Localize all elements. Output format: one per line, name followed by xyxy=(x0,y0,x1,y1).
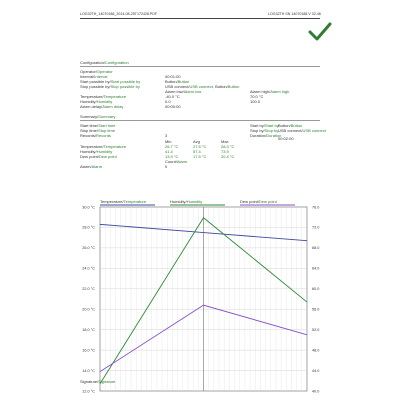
header-left-title: LOG32TH_14070188_2014-08-25T172428.PDF xyxy=(80,12,158,16)
summary-col-avg: Avg xyxy=(193,139,200,144)
y-left-tick-label: 16.0 °C xyxy=(82,348,95,353)
summary-temperature-min: 26.7 °C xyxy=(165,144,179,149)
config-stop-label: Stop possible by/Stop possible by xyxy=(80,84,140,89)
legend-humidity: Humidity/Humidity xyxy=(170,199,203,204)
legend-dew-point: Dew point/Dew point xyxy=(240,199,277,204)
summary-stop-time-label: Stop time/Stop time xyxy=(80,128,115,133)
summary-dew-point-avg: 17.5 °C xyxy=(193,154,207,159)
summary-temperature-max: 28.3 °C xyxy=(221,144,235,149)
header-right-title: LOG32TH SN 14070188 V 32.48 xyxy=(268,12,321,16)
summary-dew-point-max: 20.4 °C xyxy=(221,154,235,159)
config-alarm-low-header: Alarm low/Alarm low xyxy=(165,89,202,94)
y-right-tick-label: 56.0 xyxy=(312,307,320,312)
config-alarm-high-header: Alarm high/Alarm high xyxy=(250,89,290,94)
config-stop-value: USB connect/USB connect, Button/Button xyxy=(165,84,240,89)
config-alarm-delay-label: Alarm delay/Alarm delay xyxy=(80,104,124,109)
configuration-heading: Configuration/Configuration xyxy=(80,60,129,65)
y-left-tick-label: 24.0 °C xyxy=(82,266,95,271)
config-interval-label: Interval/Interval xyxy=(80,74,108,79)
y-left-tick-label: 30.0 °C xyxy=(82,205,95,210)
summary-count-header: Count/Alarm xyxy=(165,159,188,164)
config-temperature-high: 70.0 °C xyxy=(250,94,264,99)
summary-records-label: Records/Records xyxy=(80,133,111,138)
summary-col-min: Min xyxy=(165,139,172,144)
summary-temperature-avg: 27.5 °C xyxy=(193,144,207,149)
summary-start-by-value: Button/Button xyxy=(278,123,303,128)
legend-temperature: Temperature/Temperature xyxy=(100,199,147,204)
summary-alarm-value: 0 xyxy=(165,164,168,169)
summary-humidity-min: 41.4 xyxy=(165,149,173,154)
summary-start-by: Start by/Start by xyxy=(250,123,279,128)
config-humidity-low: 0.0 xyxy=(165,99,171,104)
config-temperature-low: -40.0 °C xyxy=(165,94,180,99)
signature-label: Signature/Signature xyxy=(80,379,116,384)
config-operator-label: Operator/Operator xyxy=(80,69,113,74)
y-left-tick-label: 18.0 °C xyxy=(82,327,95,332)
y-right-tick-label: 76.0 xyxy=(312,205,320,210)
summary-temperature-label: Temperature/Temperature xyxy=(80,144,127,149)
y-right-tick-label: 64.0 xyxy=(312,266,320,271)
summary-records-value: 3 xyxy=(165,133,168,138)
y-right-tick-label: 60.0 xyxy=(312,287,320,292)
summary-dew-point-min: 13.9 °C xyxy=(165,154,179,159)
y-left-tick-label: 26.0 °C xyxy=(82,246,95,251)
y-right-tick-label: 52.0 xyxy=(312,327,320,332)
summary-stop-by-value: USB connect/USB connect xyxy=(278,128,326,133)
config-start-label: Start possible by/Start possible by xyxy=(80,79,141,84)
summary-humidity-label: Humidity/Humidity xyxy=(80,149,113,154)
config-humidity-high: 100.0 xyxy=(250,99,261,104)
summary-duration: Duration/Duration xyxy=(250,133,282,138)
y-right-tick-label: 48.0 xyxy=(312,348,320,353)
summary-col-max: Max xyxy=(221,139,229,144)
summary-stop-by: Stop by/Stop by xyxy=(250,128,279,133)
y-right-tick-label: 40.0 xyxy=(312,389,320,394)
y-left-tick-label: 28.0 °C xyxy=(82,225,95,230)
summary-heading: Summary/Summary xyxy=(80,114,116,119)
summary-duration-value: 00:02:00 xyxy=(278,136,294,141)
config-temperature-label: Temperature/Temperature xyxy=(80,94,127,99)
config-alarm-delay-value: 00:00:00 xyxy=(165,104,181,109)
summary-dew-point-label: Dew point/Dew point xyxy=(80,154,117,159)
y-right-tick-label: 68.0 xyxy=(312,246,320,251)
y-left-tick-label: 22.0 °C xyxy=(82,287,95,292)
summary-humidity-max: 73.9 xyxy=(221,149,229,154)
y-right-tick-label: 72.0 xyxy=(312,225,320,230)
y-right-tick-label: 44.0 xyxy=(312,368,320,373)
y-left-tick-label: 14.0 °C xyxy=(82,368,95,373)
summary-alarm-label: Alarm/Alarm xyxy=(80,164,103,169)
y-left-tick-label: 12.0 °C xyxy=(82,389,95,394)
config-humidity-label: Humidity/Humidity xyxy=(80,99,113,104)
config-start-value: Button/Button xyxy=(165,79,190,84)
y-left-tick-label: 20.0 °C xyxy=(82,307,95,312)
summary-humidity-avg: 57.4 xyxy=(193,149,201,154)
config-interval-value: 00:01:00 xyxy=(165,74,181,79)
summary-start-time-label: Start time/Start time xyxy=(80,123,116,128)
